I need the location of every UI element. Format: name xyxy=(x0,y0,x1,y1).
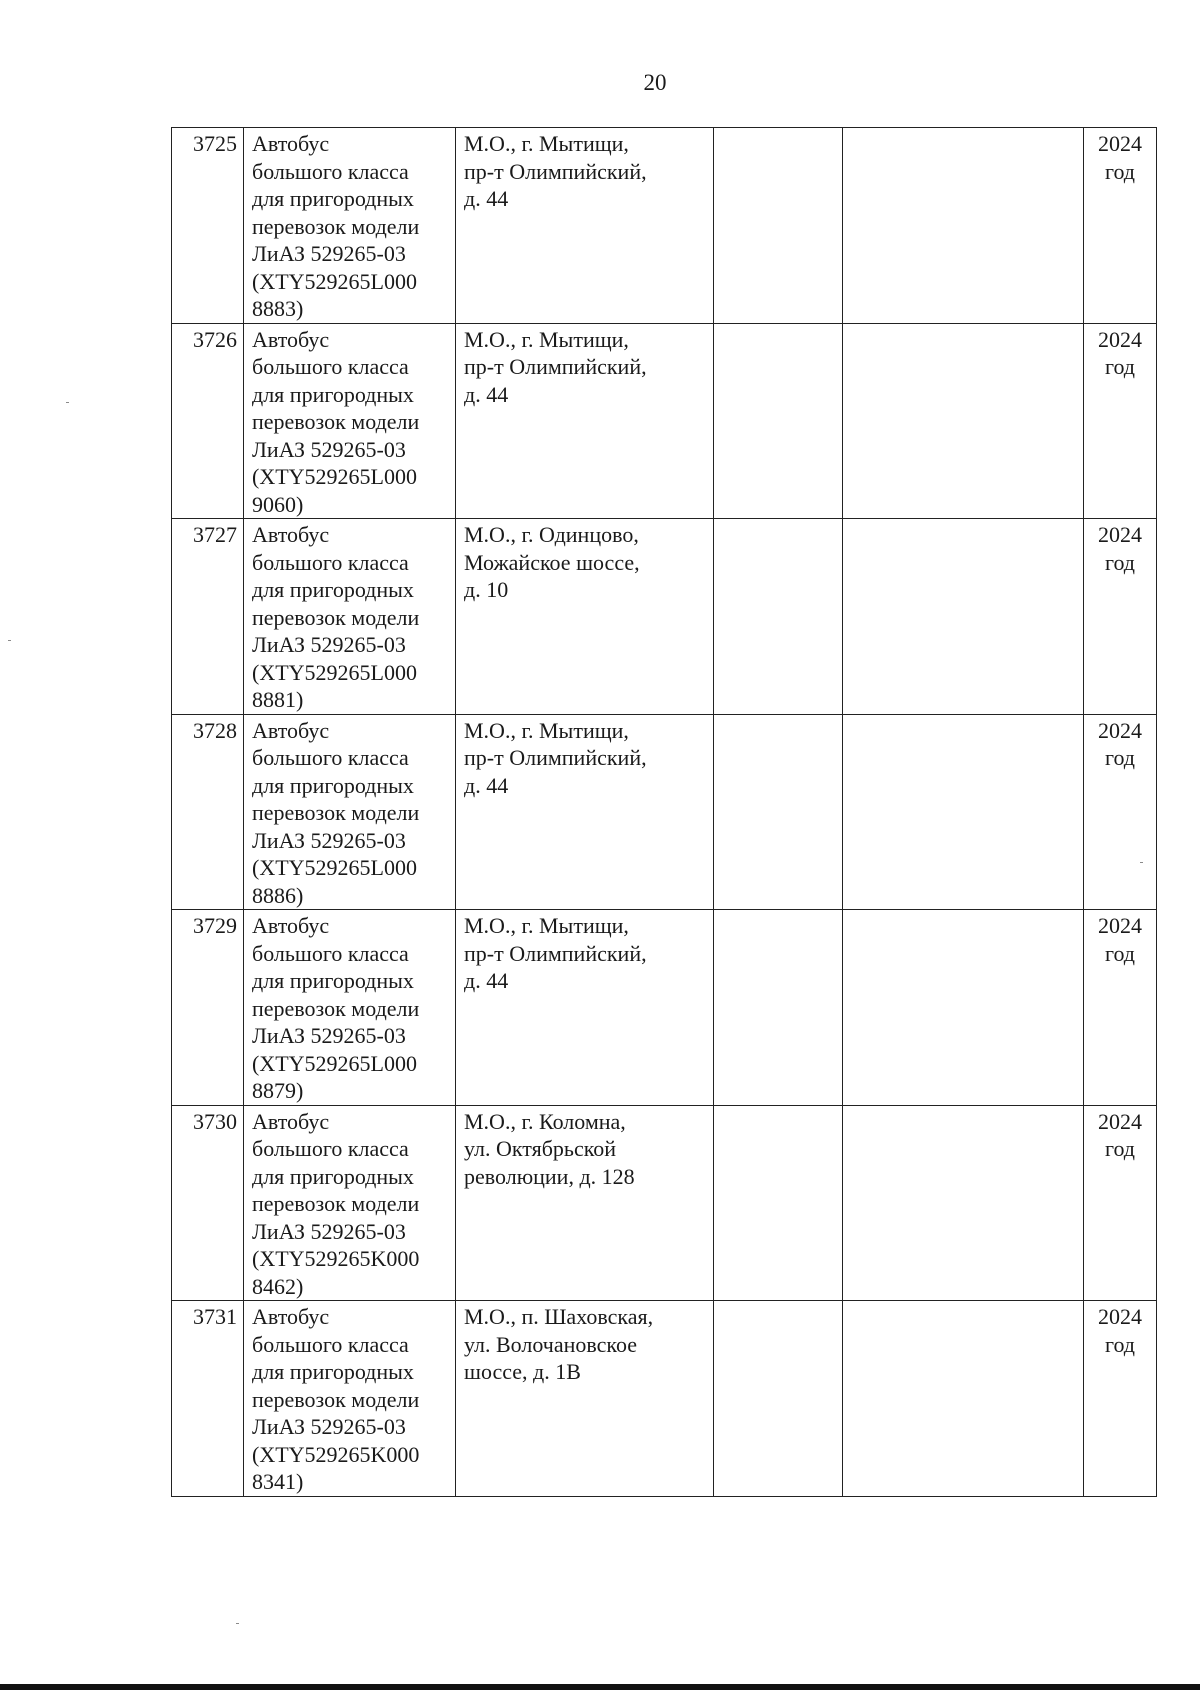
cell-address-line: д. 10 xyxy=(464,577,509,602)
cell-vehicle-name-line: ЛиАЗ 529265-03 xyxy=(252,1218,406,1244)
cell-empty xyxy=(843,128,1084,324)
cell-year xyxy=(1084,519,1157,715)
cell-vehicle-name-line: 9060) xyxy=(252,491,304,517)
cell-number-text: 3730 xyxy=(193,1108,237,1134)
cell-year-line: 2024 xyxy=(1098,326,1142,352)
cell-year-line: год xyxy=(1104,745,1136,770)
cell-vehicle-name-line: (XTY529265L000 xyxy=(252,1050,417,1076)
cell-address-line: д. 44 xyxy=(464,968,509,993)
cell-number-text: 3729 xyxy=(193,913,237,938)
scan-speck xyxy=(1140,862,1143,863)
cell-address xyxy=(456,128,714,324)
cell-vehicle-name-line: для пригородных xyxy=(252,577,414,602)
cell-address-line: д. 44 xyxy=(464,772,509,798)
cell-number xyxy=(172,128,244,324)
cell-address-line: пр-т Олимпийский, xyxy=(464,354,647,379)
scan-speck xyxy=(236,1623,239,1624)
cell-vehicle-name xyxy=(244,128,456,324)
table-row xyxy=(172,323,1157,519)
cell-vehicle-name-line: перевозок модели xyxy=(252,409,420,434)
cell-address-line: М.О., г. Мытищи, xyxy=(464,326,629,352)
cell-vehicle-name-line: (XTY529265K000 xyxy=(252,1246,420,1271)
cell-vehicle-name-line: ЛиАЗ 529265-03 xyxy=(252,436,406,462)
cell-year xyxy=(1084,910,1157,1106)
cell-address-line: М.О., п. Шаховская, xyxy=(464,1304,654,1329)
cell-address-line: революции, д. 128 xyxy=(464,1163,635,1189)
cell-address-line: М.О., г. Мытищи, xyxy=(464,717,629,743)
cell-vehicle-name-line: для пригородных xyxy=(252,1163,414,1189)
cell-vehicle-name-line: ЛиАЗ 529265-03 xyxy=(252,632,406,657)
cell-vehicle-name-line: 8879) xyxy=(252,1078,304,1103)
cell-address xyxy=(456,1105,714,1301)
cell-empty xyxy=(714,714,843,910)
cell-number-text: 3728 xyxy=(193,717,237,743)
table-row xyxy=(172,714,1157,910)
cell-number xyxy=(172,910,244,1106)
table-row xyxy=(172,128,1157,324)
cell-empty xyxy=(714,910,843,1106)
cell-vehicle-name-line: (XTY529265L000 xyxy=(252,268,417,294)
cell-year-line: год xyxy=(1104,940,1136,966)
cell-number-text: 3731 xyxy=(193,1304,237,1329)
cell-vehicle-name-line: перевозок модели xyxy=(252,995,420,1021)
table-body xyxy=(172,128,1157,1497)
cell-vehicle-name-line: перевозок модели xyxy=(252,1191,420,1216)
cell-year xyxy=(1084,128,1157,324)
cell-number xyxy=(172,1105,244,1301)
cell-address-line: пр-т Олимпийский, xyxy=(464,158,647,184)
cell-vehicle-name-line: перевозок модели xyxy=(252,1386,420,1412)
cell-vehicle-name xyxy=(244,910,456,1106)
cell-vehicle-name-line: большого класса xyxy=(252,1136,409,1161)
cell-number-text: 3725 xyxy=(193,131,237,156)
cell-address-line: М.О., г. Мытищи, xyxy=(464,913,629,938)
cell-address-line: д. 44 xyxy=(464,381,509,407)
cell-vehicle-name-line: Автобус xyxy=(252,131,330,156)
cell-number xyxy=(172,714,244,910)
cell-vehicle-name-line: 8886) xyxy=(252,882,304,908)
cell-empty xyxy=(843,323,1084,519)
cell-vehicle-name xyxy=(244,519,456,715)
cell-vehicle-name-line: ЛиАЗ 529265-03 xyxy=(252,827,406,853)
cell-year-line: 2024 xyxy=(1098,717,1142,743)
cell-vehicle-name-line: для пригородных xyxy=(252,381,414,407)
cell-vehicle-name-line: Автобус xyxy=(252,1304,330,1329)
cell-vehicle-name-line: ЛиАЗ 529265-03 xyxy=(252,241,406,266)
cell-address-line: шоссе, д. 1В xyxy=(464,1359,581,1384)
cell-vehicle-name-line: Автобус xyxy=(252,522,330,547)
cell-year-line: год xyxy=(1104,549,1136,575)
cell-vehicle-name xyxy=(244,1105,456,1301)
page-number: 20 xyxy=(643,70,667,95)
cell-empty xyxy=(843,1105,1084,1301)
cell-vehicle-name-line: (XTY529265L000 xyxy=(252,855,417,880)
cell-vehicle-name xyxy=(244,714,456,910)
cell-empty xyxy=(843,714,1084,910)
table-row xyxy=(172,910,1157,1106)
cell-year xyxy=(1084,1301,1157,1497)
cell-year-line: 2024 xyxy=(1098,131,1142,156)
cell-empty xyxy=(843,910,1084,1106)
cell-empty xyxy=(714,519,843,715)
cell-number xyxy=(172,519,244,715)
cell-vehicle-name-line: для пригородных xyxy=(252,1359,414,1384)
cell-empty xyxy=(714,128,843,324)
cell-vehicle-name-line: большого класса xyxy=(252,745,409,770)
cell-address-line: М.О., г. Коломна, xyxy=(464,1108,626,1134)
cell-year xyxy=(1084,714,1157,910)
cell-year xyxy=(1084,1105,1157,1301)
cell-vehicle-name-line: перевозок модели xyxy=(252,800,420,825)
cell-year-line: 2024 xyxy=(1098,522,1142,547)
cell-vehicle-name-line: для пригородных xyxy=(252,186,414,211)
cell-address-line: Можайское шоссе, xyxy=(464,549,640,575)
cell-year-line: год xyxy=(1104,354,1136,379)
cell-vehicle-name-line: перевозок модели xyxy=(252,604,420,630)
cell-year-line: 2024 xyxy=(1098,913,1142,938)
cell-year-line: 2024 xyxy=(1098,1108,1142,1134)
scan-speck xyxy=(8,640,11,641)
cell-vehicle-name-line: (XTY529265K000 xyxy=(252,1441,420,1467)
cell-address xyxy=(456,910,714,1106)
cell-vehicle-name-line: перевозок модели xyxy=(252,213,420,239)
scan-edge-bar xyxy=(0,1684,1200,1690)
cell-address-line: М.О., г. Одинцово, xyxy=(464,522,639,547)
cell-vehicle-name-line: большого класса xyxy=(252,158,409,184)
cell-vehicle-name-line: 8341) xyxy=(252,1469,304,1494)
cell-number-text: 3727 xyxy=(193,522,237,547)
cell-year-line: год xyxy=(1104,158,1136,184)
cell-vehicle-name-line: (XTY529265L000 xyxy=(252,464,417,489)
cell-year xyxy=(1084,323,1157,519)
cell-vehicle-name-line: 8462) xyxy=(252,1273,304,1299)
table-row xyxy=(172,1105,1157,1301)
cell-year-line: год xyxy=(1104,1331,1136,1357)
cell-address xyxy=(456,1301,714,1497)
cell-address-line: М.О., г. Мытищи, xyxy=(464,131,629,156)
cell-vehicle-name-line: большого класса xyxy=(252,1331,409,1357)
cell-number xyxy=(172,323,244,519)
cell-vehicle-name-line: для пригородных xyxy=(252,968,414,993)
cell-vehicle-name-line: 8883) xyxy=(252,296,304,321)
cell-empty xyxy=(714,1105,843,1301)
cell-vehicle-name-line: Автобус xyxy=(252,1108,330,1134)
cell-vehicle-name xyxy=(244,323,456,519)
cell-vehicle-name-line: Автобус xyxy=(252,717,330,743)
cell-address-line: пр-т Олимпийский, xyxy=(464,940,647,966)
table-row xyxy=(172,1301,1157,1497)
cell-address xyxy=(456,519,714,715)
cell-number-text: 3726 xyxy=(193,326,237,352)
scan-speck xyxy=(66,402,69,403)
cell-vehicle-name-line: большого класса xyxy=(252,940,409,966)
cell-vehicle-name-line: большого класса xyxy=(252,549,409,575)
cell-vehicle-name-line: большого класса xyxy=(252,354,409,379)
cell-address-line: ул. Волочановское xyxy=(464,1331,638,1357)
cell-vehicle-name-line: Автобус xyxy=(252,913,330,938)
cell-empty xyxy=(843,1301,1084,1497)
cell-vehicle-name-line: ЛиАЗ 529265-03 xyxy=(252,1023,406,1048)
table-row xyxy=(172,519,1157,715)
cell-vehicle-name-line: ЛиАЗ 529265-03 xyxy=(252,1414,406,1439)
cell-address xyxy=(456,714,714,910)
cell-address-line: д. 44 xyxy=(464,186,509,211)
cell-year-line: 2024 xyxy=(1098,1304,1142,1329)
cell-empty xyxy=(714,1301,843,1497)
cell-vehicle-name-line: (XTY529265L000 xyxy=(252,659,417,685)
vehicle-registry-table xyxy=(171,127,1157,1497)
cell-address-line: пр-т Олимпийский, xyxy=(464,745,647,770)
cell-vehicle-name-line: 8881) xyxy=(252,687,304,712)
cell-number xyxy=(172,1301,244,1497)
cell-vehicle-name-line: для пригородных xyxy=(252,772,414,798)
cell-vehicle-name-line: Автобус xyxy=(252,326,330,352)
cell-empty xyxy=(714,323,843,519)
cell-vehicle-name xyxy=(244,1301,456,1497)
cell-address xyxy=(456,323,714,519)
cell-year-line: год xyxy=(1104,1136,1136,1161)
cell-empty xyxy=(843,519,1084,715)
cell-address-line: ул. Октябрьской xyxy=(464,1136,617,1161)
